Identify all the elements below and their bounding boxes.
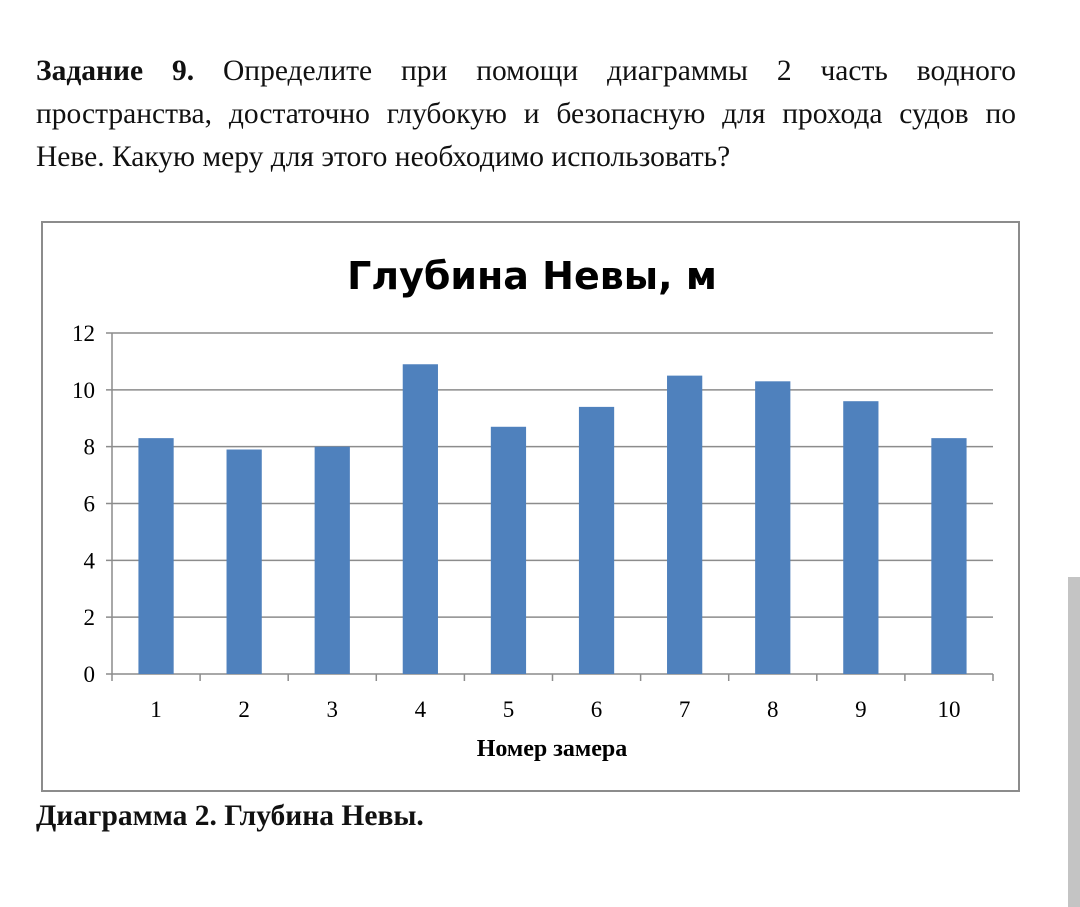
- bar-1: [138, 438, 173, 674]
- x-tick-label: 4: [414, 697, 427, 722]
- x-tick-label: 5: [502, 697, 515, 722]
- bar-2: [227, 450, 262, 674]
- y-tick-label: 10: [72, 377, 95, 403]
- y-tick-label: 4: [83, 548, 95, 574]
- x-tick-label: 10: [937, 697, 961, 722]
- bar-3: [315, 447, 350, 674]
- chart-caption: Диаграмма 2. Глубина Невы.: [36, 800, 424, 832]
- x-tick-label: 3: [326, 697, 338, 722]
- x-tick-label: 2: [238, 697, 250, 722]
- y-tick-labels: [72, 321, 96, 687]
- bar-8: [755, 381, 790, 674]
- task-label: Задание 9.: [36, 55, 195, 87]
- bars: [138, 364, 966, 674]
- x-tick-label: 7: [678, 697, 691, 722]
- y-tick-label: 6: [83, 491, 95, 517]
- chart-title: Глубина Невы, м: [347, 254, 717, 298]
- bar-7: [667, 376, 702, 674]
- bar-chart: [43, 223, 1018, 790]
- x-tick-label: 9: [855, 697, 867, 722]
- x-tick-labels: [150, 697, 960, 722]
- task-text: [36, 50, 1016, 179]
- bar-10: [931, 438, 966, 674]
- bar-4: [403, 364, 438, 674]
- x-axis-label: Номер замера: [476, 736, 628, 762]
- scrollbar[interactable]: [1068, 577, 1080, 907]
- x-tick-label: 1: [150, 697, 162, 722]
- bar-9: [843, 401, 878, 674]
- bar-6: [579, 407, 614, 674]
- y-tick-label: 0: [83, 662, 95, 687]
- y-tick-label: 2: [83, 605, 95, 631]
- y-tick-label: 8: [83, 434, 95, 460]
- chart-frame: [41, 221, 1020, 792]
- x-tick-label: 6: [590, 697, 603, 722]
- bar-5: [491, 427, 526, 674]
- y-tick-label: 12: [72, 321, 95, 346]
- x-tick-label: 8: [767, 697, 779, 722]
- task-body: Определите при помощи диаграммы 2 часть водного пространства, достаточно глубокую и безопасную для прохода судов по Неве. Какую меру для этого необходимо использовать?: [36, 55, 1017, 173]
